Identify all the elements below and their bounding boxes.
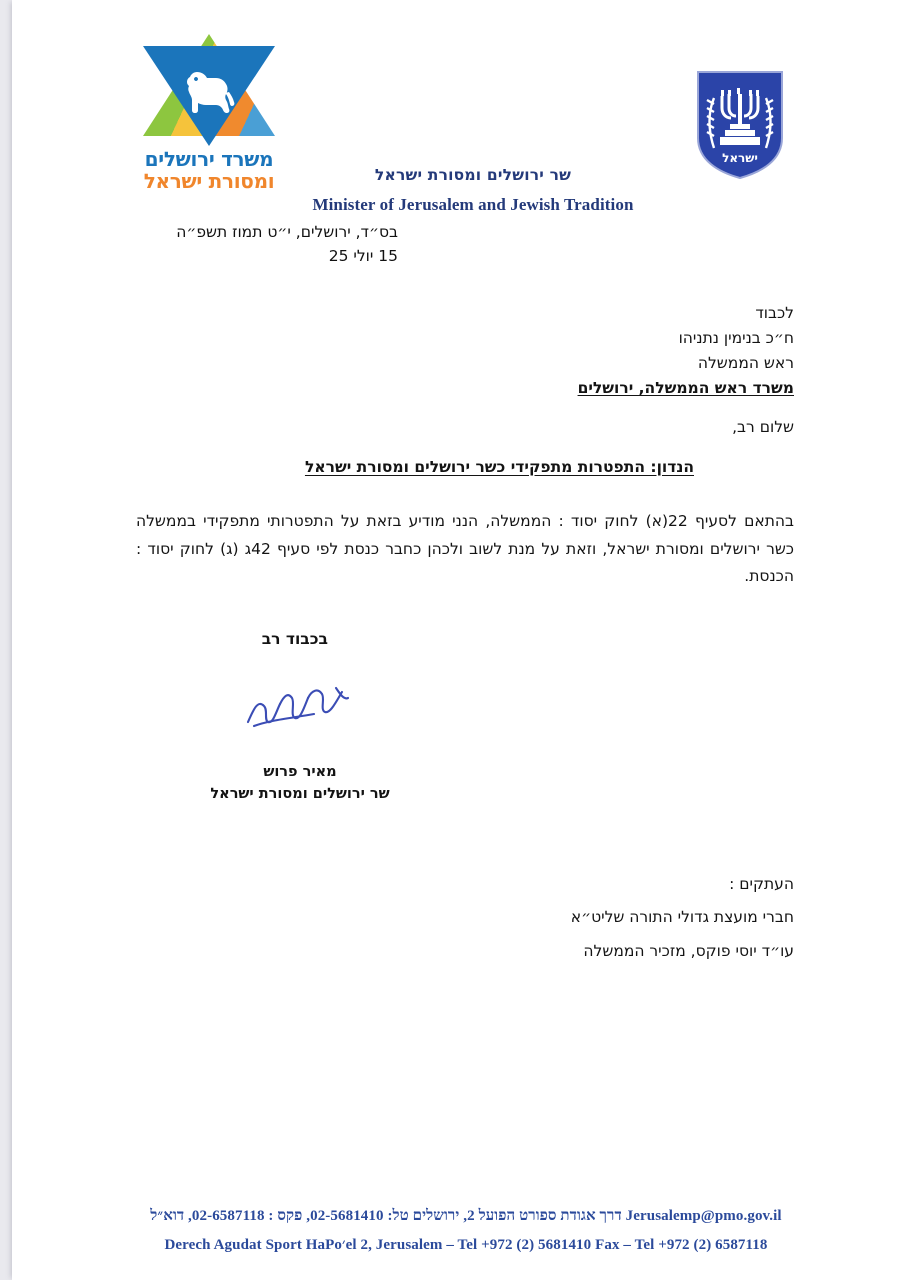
cc-item: חברי מועצת גדולי התורה שליט״א (570, 908, 794, 927)
minister-title-english: Minister of Jerusalem and Jewish Tradition (312, 195, 634, 214)
addressee-block (494, 301, 794, 401)
state-emblem-icon (692, 68, 788, 180)
footer-address-hebrew-text: דרך אגודת ספורט הפועל 2, ירושלים טל: 02-5681410, פקס : 02-6587118, דוא״ל (150, 1208, 622, 1224)
lion-icon (177, 66, 241, 114)
signoff-line: בכבוד רב (261, 630, 328, 648)
star-of-david-icon (143, 30, 275, 148)
footer-address-english: Derech Agudat Sport HaPo׳el 2, Jerusalem – Tel +972 (2) 5681410 Fax – Tel +972 (2) 6587118 (164, 1237, 768, 1253)
addressee-role: ראש הממשלה (697, 354, 794, 373)
minister-title-block (298, 166, 648, 215)
addressee-salutation: לכבוד (755, 304, 794, 322)
date-block (128, 220, 398, 268)
footer-email[interactable]: Jerusalemp@pmo.gov.il (625, 1208, 782, 1224)
letterhead (12, 26, 920, 214)
logo-text-line1: משרד ירושלים (144, 147, 274, 171)
signer-title: שר ירושלים ומסורת ישראל (210, 785, 390, 802)
signer-block (200, 762, 400, 806)
cc-block (134, 868, 794, 968)
date-hebrew: בס״ד, ירושלים, י״ט תמוז תשפ״ה (176, 223, 398, 241)
page-footer (12, 1208, 920, 1254)
logo-text-line2: ומסורת ישראל (143, 169, 275, 194)
body-paragraph: בהתאם לסעיף 22(א) לחוק יסוד : הממשלה, הנני מודיע בזאת על התפטרותי מתפקידי בממשלה כשר ירושלים ומסורת ישראל, וזאת על מנת לשוב ולכהן כחבר כנסת לפי סעיף 42ג (ג) לחוק יסוד : הכנסת. (136, 512, 794, 586)
greeting-line: שלום רב, (732, 418, 794, 436)
cc-label: העתקים : (729, 875, 794, 893)
signer-name: מאיר פרוש (263, 764, 337, 780)
cc-item: עו״ד יוסי פוקס, מזכיר הממשלה (583, 941, 794, 960)
footer-address-hebrew (12, 1208, 920, 1225)
letter-page (12, 0, 920, 1280)
date-gregorian: 15 יולי 25 (328, 247, 398, 266)
addressee-office: משרד ראש הממשלה, ירושלים (577, 379, 794, 398)
subject-line: הנדון: התפטרות מתפקידי כשר ירושלים ומסורת ישראל (304, 458, 694, 476)
addressee-name: ח״כ בנימין נתניהו (678, 329, 794, 348)
emblem-label: ישראל (722, 151, 758, 165)
minister-title-hebrew: שר ירושלים ומסורת ישראל (374, 166, 572, 184)
page-sheet (12, 0, 920, 1280)
ministry-logo (134, 30, 284, 193)
handwritten-signature (240, 678, 360, 740)
